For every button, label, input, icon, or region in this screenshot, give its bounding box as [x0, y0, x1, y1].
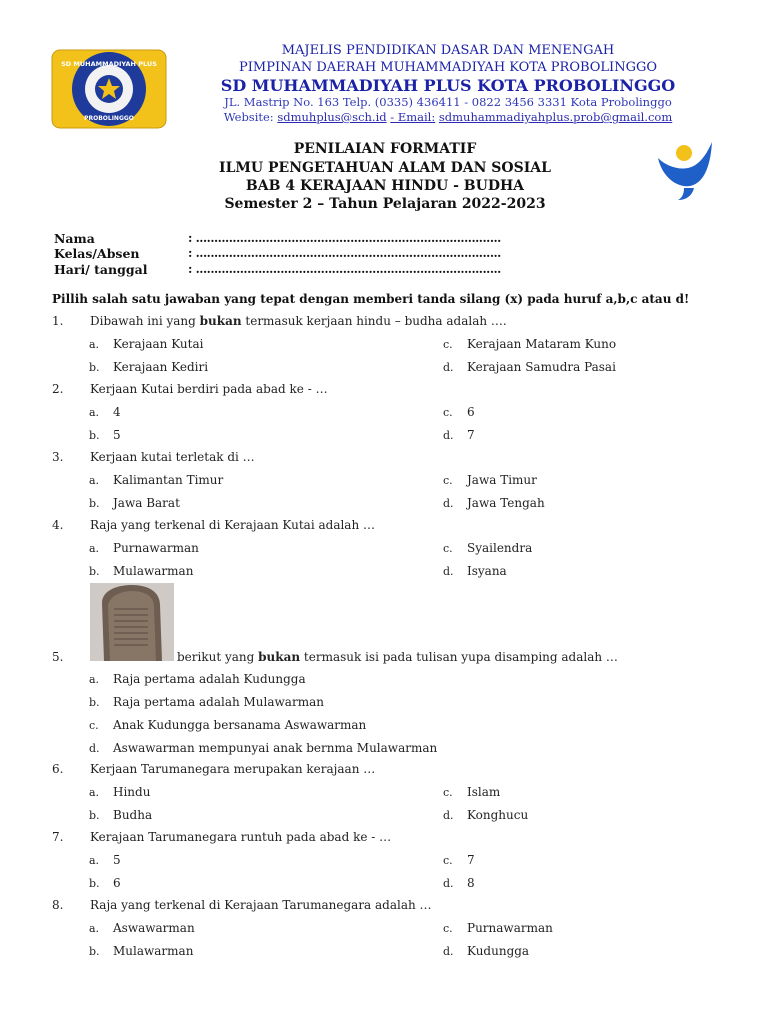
- option-text: Purnawarman: [113, 541, 199, 555]
- option-letter[interactable]: a.: [89, 673, 100, 686]
- option-letter[interactable]: c.: [443, 922, 453, 935]
- option-letter[interactable]: c.: [89, 719, 99, 732]
- question-text: [90, 762, 375, 776]
- date-label: Hari/ tanggal: [54, 262, 148, 277]
- option-letter[interactable]: a.: [89, 338, 100, 351]
- option-text: Mulawarman: [113, 563, 194, 578]
- question-text-pre: Raja yang terkenal di Kerajaan Tarumanegara adalah …: [90, 898, 432, 912]
- question-text: [90, 450, 255, 464]
- question-text-emphasis: bukan: [199, 314, 242, 328]
- option-text: Kerajaan Mataram Kuno: [467, 337, 617, 351]
- letterhead-contact: [168, 110, 728, 124]
- letterhead-council: MAJELIS PENDIDIKAN DASAR DAN MENENGAH: [281, 43, 615, 58]
- option-letter[interactable]: c.: [443, 854, 453, 867]
- seal-bottom-text: PROBOLINGGO: [84, 115, 134, 122]
- option-text: Budha: [113, 807, 153, 822]
- option-letter[interactable]: b.: [89, 428, 100, 442]
- option-letter[interactable]: d.: [443, 360, 454, 374]
- option-letter[interactable]: d.: [443, 496, 454, 510]
- yupa-stone-image: [90, 583, 174, 661]
- option-letter[interactable]: d.: [443, 564, 454, 578]
- option-text: Islam: [467, 785, 501, 799]
- option-letter[interactable]: d.: [443, 428, 454, 442]
- option-letter[interactable]: b.: [89, 564, 100, 578]
- school-seal-logo: [50, 48, 168, 130]
- option-letter[interactable]: b.: [89, 876, 100, 890]
- question-text: [90, 898, 432, 912]
- option-letter[interactable]: d.: [443, 876, 454, 890]
- question-text-pre: Kerjaan Tarumanegara merupakan kerajaan …: [90, 762, 376, 776]
- class-field[interactable]: : ...................................................................................: [188, 246, 501, 260]
- question-number: 2.: [52, 382, 64, 396]
- option-letter[interactable]: d.: [443, 944, 454, 958]
- question-text-pre: Raja yang terkenal di Kerajaan Kutai adalah …: [90, 518, 376, 532]
- instruction-text: Pillih salah satu jawaban yang tepat dengan memberi tanda silang (x) pada huruf a,b,c atau d!: [52, 292, 690, 306]
- option-text: Syailendra: [467, 541, 533, 555]
- letterhead-school-name: SD MUHAMMADIYAH PLUS KOTA PROBOLINGGO: [220, 76, 676, 95]
- option-text: Jawa Timur: [467, 473, 537, 487]
- question-number: 7.: [52, 830, 64, 844]
- option-letter[interactable]: d.: [443, 808, 454, 822]
- question-text: [90, 830, 391, 844]
- question-text-emphasis: bukan: [258, 650, 301, 664]
- option-letter[interactable]: b.: [89, 808, 100, 822]
- option-text: Hindu: [113, 785, 151, 799]
- option-text: Aswawarman mempunyai anak bernma Mulawarman: [113, 741, 438, 755]
- title-chapter: BAB 4 KERAJAAN HINDU - BUDHA: [245, 178, 525, 194]
- option-text: Purnawarman: [467, 921, 553, 935]
- question-text-pre: Kerjaan kutai terletak di …: [90, 450, 255, 464]
- option-letter[interactable]: c.: [443, 338, 453, 351]
- question-text-pre: Kerjaan Kutai berdiri pada abad ke - …: [90, 382, 328, 396]
- question-text-pre: berikut yang: [177, 650, 259, 664]
- option-text: 5: [113, 853, 121, 867]
- question-text-post: termasuk kerjaan hindu – budha adalah ….: [241, 314, 507, 328]
- option-letter[interactable]: d.: [89, 742, 100, 755]
- option-text: Konghucu: [467, 807, 529, 822]
- option-text: Kerajaan Kediri: [113, 359, 209, 374]
- brand-mark-logo: [654, 136, 718, 202]
- title-subject: ILMU PENGETAHUAN ALAM DAN SOSIAL: [219, 160, 551, 176]
- option-letter[interactable]: a.: [89, 542, 100, 555]
- question-text: [90, 518, 375, 532]
- question-number: 8.: [52, 898, 64, 912]
- option-letter[interactable]: c.: [443, 406, 453, 419]
- option-letter[interactable]: a.: [89, 854, 100, 867]
- option-text: 7: [467, 853, 475, 867]
- option-letter[interactable]: b.: [89, 360, 100, 374]
- option-text: Mulawarman: [113, 943, 194, 958]
- question-number: 5.: [52, 650, 64, 664]
- option-text: Raja pertama adalah Kudungga: [113, 672, 306, 686]
- option-text: Isyana: [467, 563, 507, 578]
- option-letter[interactable]: b.: [89, 496, 100, 510]
- question-number: 6.: [52, 762, 64, 776]
- website-label: Website:: [223, 110, 274, 124]
- question-number: 3.: [52, 450, 64, 464]
- question-text: [90, 382, 328, 396]
- option-letter[interactable]: a.: [89, 786, 100, 799]
- email-label: - Email:: [390, 110, 436, 124]
- option-text: Kerajaan Kutai: [113, 337, 204, 351]
- option-text: Kerajaan Samudra Pasai: [467, 359, 616, 374]
- option-letter[interactable]: c.: [443, 542, 453, 555]
- option-letter[interactable]: a.: [89, 406, 100, 419]
- question-number: 1.: [52, 314, 64, 328]
- option-text: 4: [113, 405, 121, 419]
- email-link[interactable]: sdmuhammadiyahplus.prob@gmail.com: [438, 110, 673, 124]
- option-text: Jawa Tengah: [467, 495, 545, 510]
- question-text: [177, 650, 618, 664]
- option-text: 6: [467, 405, 475, 419]
- seal-top-text: SD MUHAMMADIYAH PLUS: [61, 60, 157, 68]
- option-text: 5: [113, 427, 121, 442]
- option-letter[interactable]: b.: [89, 944, 100, 958]
- letterhead-address: JL. Mastrip No. 163 Telp. (0335) 436411 - 0822 3456 3331 Kota Probolinggo: [224, 95, 672, 109]
- option-letter[interactable]: a.: [89, 474, 100, 487]
- option-text: 6: [113, 875, 121, 890]
- letterhead-board: PIMPINAN DAERAH MUHAMMADIYAH KOTA PROBOLINGGO: [239, 60, 657, 75]
- option-text: 7: [467, 427, 475, 442]
- question-text-post: termasuk isi pada tulisan yupa disamping adalah …: [300, 650, 618, 664]
- option-text: 8: [467, 875, 475, 890]
- option-text: Jawa Barat: [113, 495, 180, 510]
- title-assessment: PENILAIAN FORMATIF: [293, 141, 477, 157]
- option-text: Kalimantan Timur: [113, 473, 224, 487]
- title-semester: Semester 2 – Tahun Pelajaran 2022-2023: [224, 196, 546, 212]
- date-field[interactable]: : ...................................................................................: [188, 262, 501, 276]
- question-number: 4.: [52, 518, 64, 532]
- question-text-pre: Kerajaan Tarumanegara runtuh pada abad ke - …: [90, 830, 392, 844]
- option-letter[interactable]: a.: [89, 922, 100, 935]
- name-label: Nama: [54, 231, 95, 246]
- class-label: Kelas/Absen: [54, 246, 140, 261]
- option-text: Anak Kudungga bersanama Aswawarman: [113, 718, 367, 732]
- option-letter[interactable]: c.: [443, 474, 453, 487]
- name-field[interactable]: : ...................................................................................: [188, 231, 501, 245]
- option-text: Kudungga: [467, 943, 530, 958]
- option-letter[interactable]: b.: [89, 696, 100, 709]
- website-link[interactable]: sdmuhplus@sch.id: [277, 110, 387, 124]
- option-text: Raja pertama adalah Mulawarman: [113, 695, 324, 709]
- question-text-pre: Dibawah ini yang: [90, 314, 200, 328]
- option-letter[interactable]: c.: [443, 786, 453, 799]
- option-text: Aswawarman: [113, 921, 195, 935]
- question-text: [90, 314, 507, 328]
